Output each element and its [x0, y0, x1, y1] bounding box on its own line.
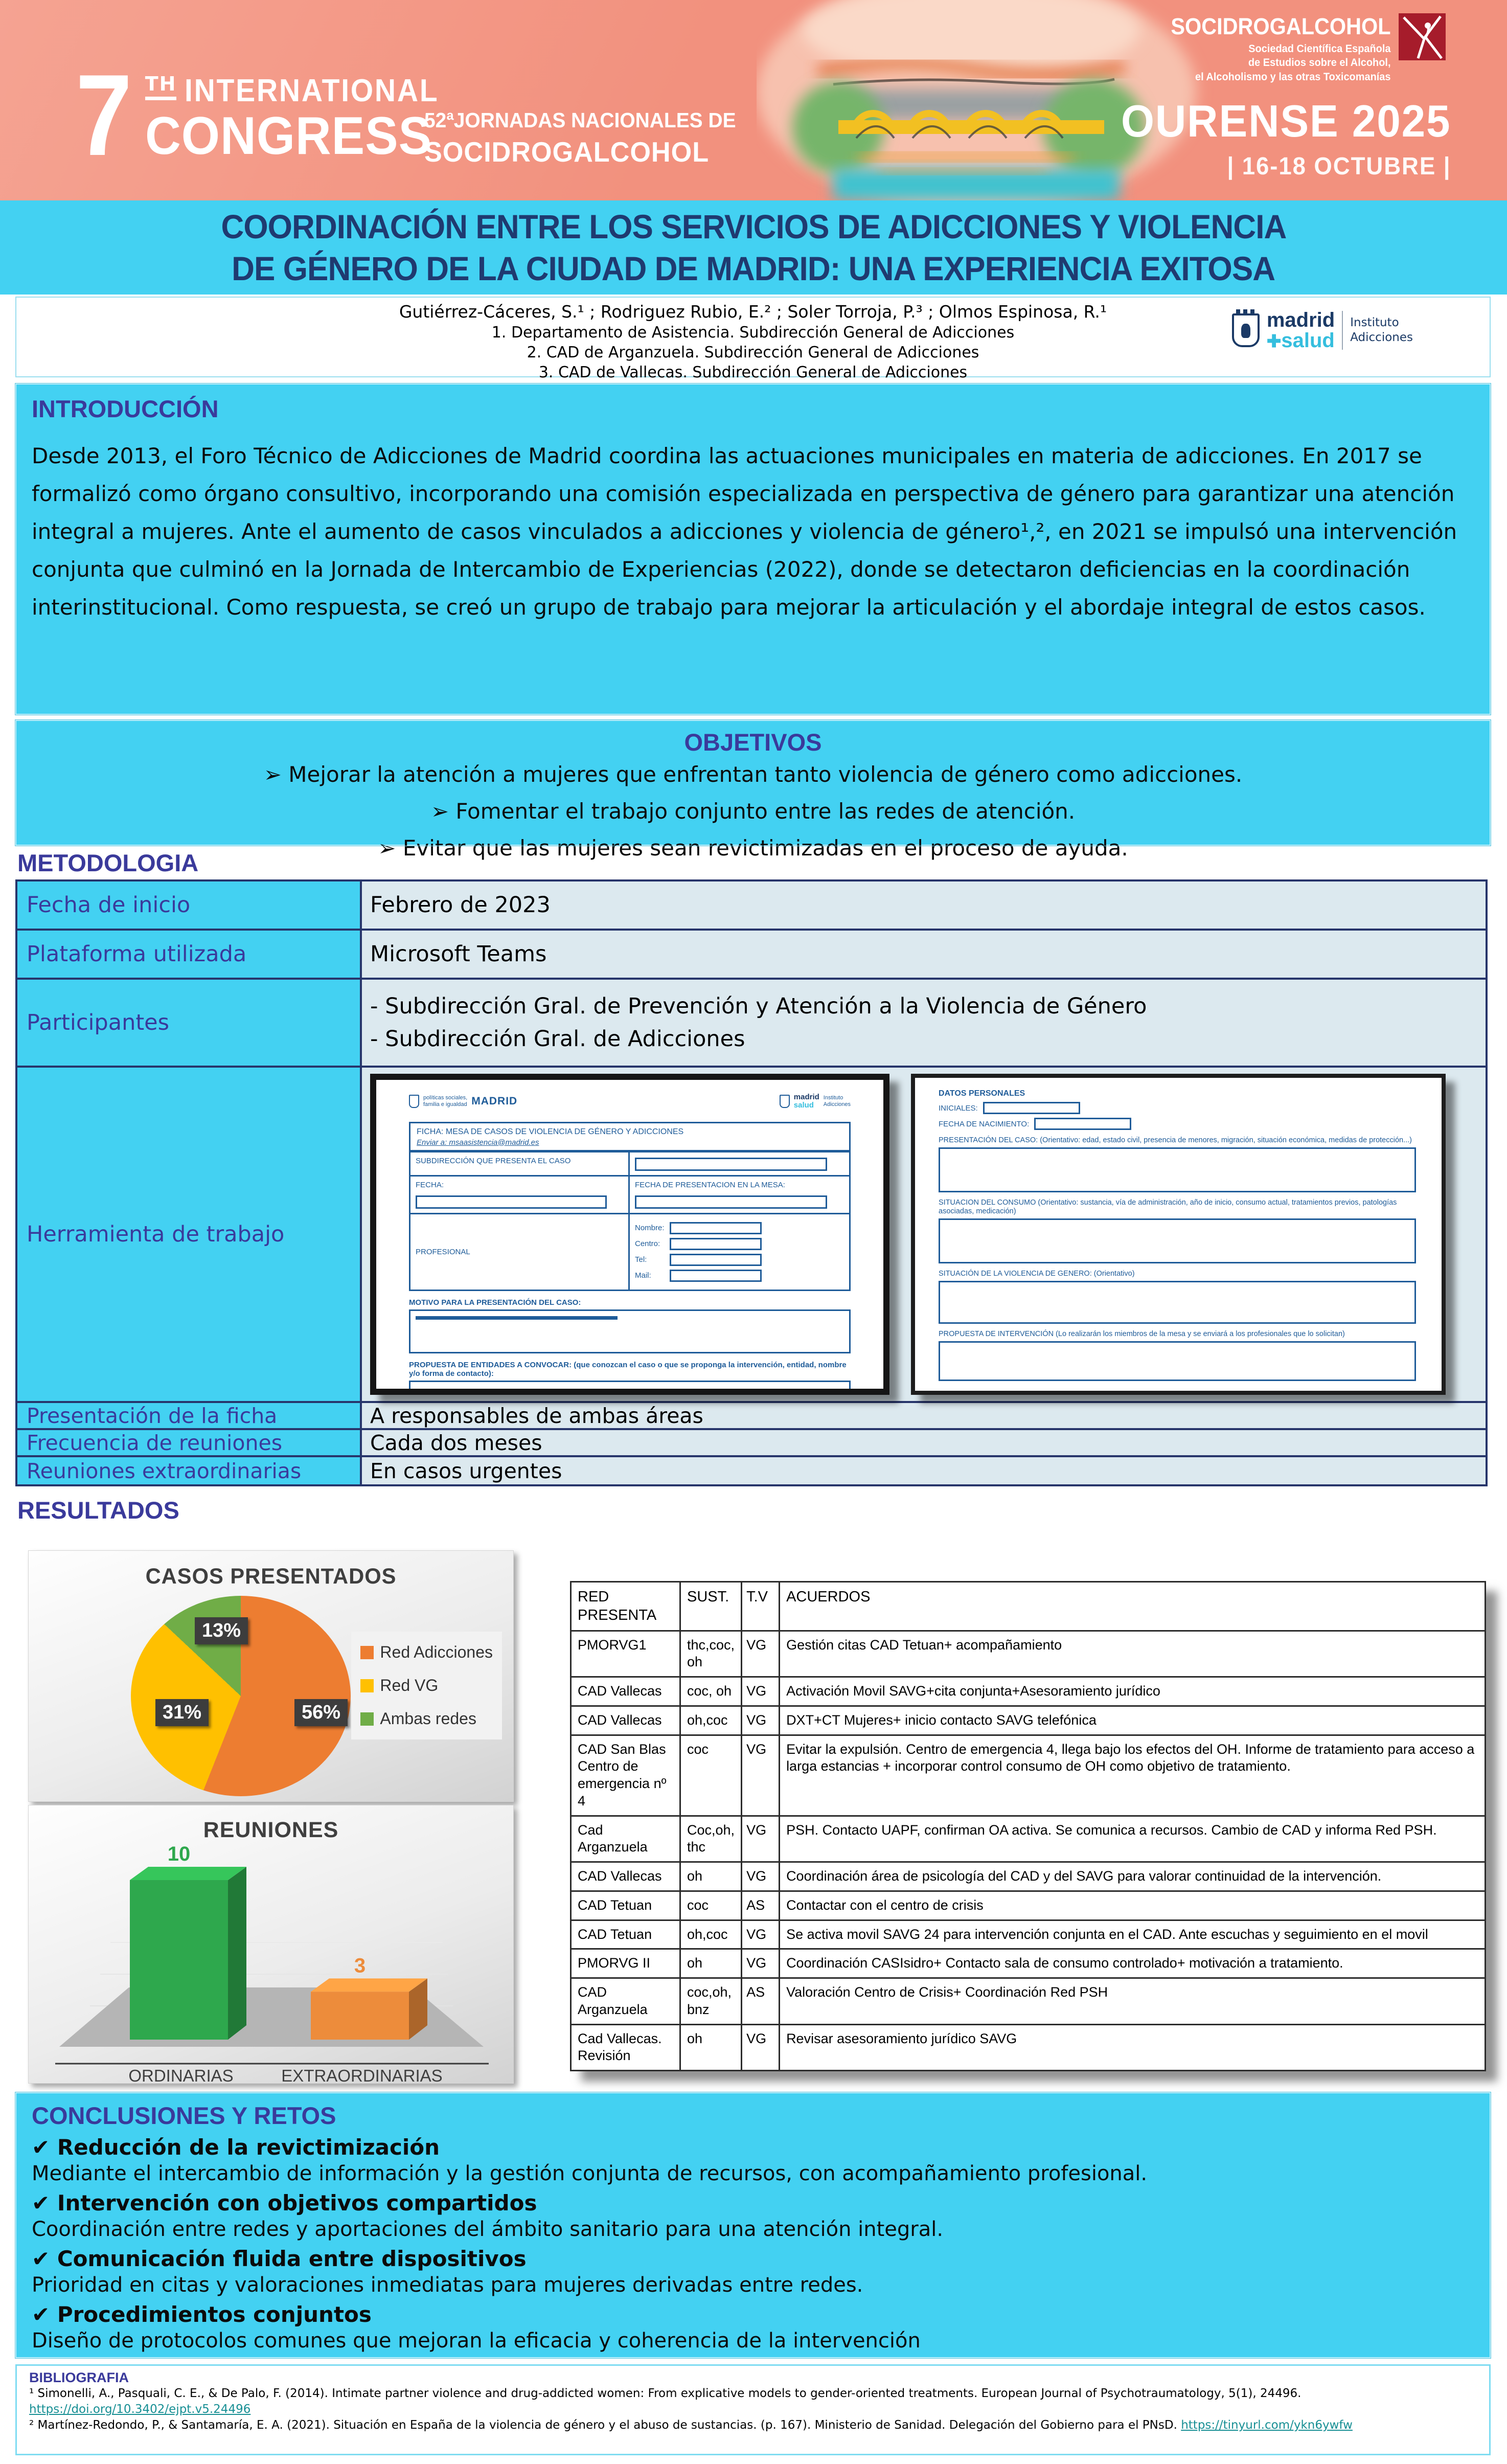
nombre-input: [670, 1222, 762, 1234]
introduccion-text: Desde 2013, el Foro Técnico de Adicciones de Madrid coordina las actuaciones municipales en materia de adicciones. En 2017 se formalizó como órgano consultivo, incorporando una comisión especializada en perspectiva de género para garantizar una atención integral a mujeres. Ante el aumento de casos vinculados a adicciones y violencia de género¹,², en 2021 se impulsó una intervención conjunta que culminó en la Jornada de Intercambio de Experiencias (2022), donde se detectaron deficiencias en la coordinación interinstitucional. Como respuesta, se creó un grupo de trabajo para mejorar la articulación y el abordaje integral de estos casos.: [32, 443, 1457, 620]
table-cell: AS: [742, 1978, 780, 2025]
table-row: [571, 1949, 1486, 1978]
resultados-heading: RESULTADOS: [17, 1497, 179, 1524]
affiliation-line: 3. CAD de Vallecas. Subdirección General de Adicciones: [538, 364, 968, 381]
table-row: [571, 1891, 1486, 1920]
table-cell: CAD Arganzuela: [571, 1978, 680, 2025]
table-cell: Coc,oh, thc: [680, 1816, 742, 1862]
legend-item: [360, 1709, 493, 1728]
table-cell: oh,coc: [680, 1920, 742, 1949]
reference-link[interactable]: https://tinyurl.com/ykn6ywfw: [1181, 2418, 1353, 2432]
table-row: Reuniones extraordinarias En casos urgentes: [17, 1457, 1486, 1484]
authors-box: [15, 297, 1491, 381]
pie-chart-casos-presentados: [28, 1550, 514, 1802]
congress-number: 7: [76, 50, 132, 179]
mail-input: [670, 1270, 762, 1282]
congress-word: CONGRESS: [145, 106, 432, 166]
pie-chart-title: CASOS PRESENTADOS: [145, 1564, 397, 1589]
table-row: [571, 1920, 1486, 1949]
bibliography-reference: [29, 2386, 1477, 2417]
table-cell: VG: [742, 1677, 780, 1706]
table-row: Fecha de inicio Febrero de 2023: [17, 881, 1486, 931]
pie-data-label: 13%: [195, 1617, 248, 1644]
table-row-herramienta: Herramienta de trabajo políticas sociales, familia e igualdad MADRID madrid salud Instituto Adicciones FICHA: MESA DE CASOS DE VIOLENCIA DE GÉNERO Y ADICCIONES Enviar a: msaasistencia@madrid.es SUBDIRECCIÓN QUE PRESENTA EL CASO FECHA: FECHA DE PRESENTACION EN LA MESA: PROFESIONAL Nombre: Centro: Tel: Mail: MOTIVO PARA LA PRESENTACIÓN DEL CASO: PROPUESTA DE ENTIDADES A CONVOCAR: (que conozcan el caso o que se proponga la intervención, entidad, nombre y/o forma de contacto): DATOS PERSONALES INICIALES: FECHA DE NACIMIENTO: PRESENTACIÓN DEL CASO: (Orientativo: edad, estado civil, presencia de menores, migración, situación económica, medidas de protección...) SITUACION DEL CONSUMO (Orientativo: sustancia, vía de administración, año de inicio, consumo actual, tratamientos previos, patologías asociadas, medicación) SITUACIÓN DE LA VIOLENCIA DE GENERO: (Orientativo) PROPUESTA DE INTERVENCIÓN (Lo realizarán los miembros de la mesa y se enviará a los profesionales que lo solicitan): [17, 1068, 1486, 1403]
objetivos-section: [15, 720, 1491, 861]
table-cell: Valoración Centro de Crisis+ Coordinación Red PSH: [780, 1978, 1486, 2025]
congress-logo: [76, 50, 461, 179]
table-row: [571, 1631, 1486, 1677]
madrid-salud-logo: madrid ✚salud Instituto Adicciones: [1232, 310, 1413, 351]
bibliografia-section: [15, 2364, 1491, 2455]
table-row: [571, 1735, 1486, 1816]
table-cell: VG: [742, 1706, 780, 1735]
bar-chart-title: REUNIONES: [203, 1818, 339, 1842]
col-acuerdos: ACUERDOS: [780, 1582, 1486, 1631]
legend-label: Red Adicciones: [380, 1643, 493, 1661]
pie-data-label: 31%: [155, 1699, 209, 1726]
conclusion-title: ✔ Reducción de la revictimización: [32, 2135, 440, 2160]
bar-category-label: EXTRAORDINARIAS: [281, 2066, 443, 2083]
conclusiones-section: [15, 2092, 1491, 2358]
bar-value-label: 10: [167, 1843, 191, 1865]
legend-item: [360, 1676, 493, 1695]
col-red-presenta: RED PRESENTA: [571, 1582, 680, 1631]
objetivos-list: [16, 756, 1490, 867]
conclusion-title: ✔ Comunicación fluida entre dispositivos: [32, 2246, 527, 2271]
socidrogalcohol-logo: SOCIDROGALCOHOL Sociedad Científica Española de Estudios sobre el Alcohol, el Alcoholismo y las otras Toxicomanías: [1152, 13, 1446, 84]
table-cell: thc,coc, oh: [680, 1631, 742, 1677]
legend-label: Red VG: [380, 1676, 439, 1694]
table-cell: Gestión citas CAD Tetuan+ acompañamiento: [780, 1631, 1486, 1677]
violencia-textarea: [939, 1281, 1416, 1324]
col-tv: T.V: [742, 1582, 780, 1631]
conclusion-text: Diseño de protocolos comunes que mejoran la eficacia y coherencia de la intervención: [32, 2329, 921, 2353]
bar-extraordinarias: [311, 1978, 427, 1992]
table-cell: coc: [680, 1891, 742, 1920]
reference-text: ¹ Simonelli, A., Pasquali, C. E., & De Palo, F. (2014). Intimate partner violence and drug-addicted women: From explicative models to gender-oriented treatments. European Journal of Psychotraumatology, 5(1), 24496.: [29, 2387, 1302, 2400]
table-row: Plataforma utilizada Microsoft Teams: [17, 931, 1486, 980]
presentacion-textarea: [939, 1147, 1416, 1192]
table-row: Presentación de la ficha A responsables de ambas áreas: [17, 1403, 1486, 1430]
reference-text: ² Martínez-Redondo, P., & Santamaría, E. A. (2021). Situación en España de la violencia de género y el abuso de sustancias. (p. 167). Ministerio de Sanidad. Delegación del Gobierno para el PNsD.: [29, 2418, 1181, 2432]
table-row: Participantes - Subdirección Gral. de Prevención y Atención a la Violencia de Género - Subdirección Gral. de Adicciones: [17, 980, 1486, 1068]
metodologia-table: [15, 879, 1488, 1486]
nacimiento-input: [1034, 1118, 1131, 1130]
objetivo-item: ➢ Mejorar la atención a mujeres que enfrentan tanto violencia de género como adicciones.: [263, 762, 1243, 787]
table-cell: AS: [742, 1891, 780, 1920]
table-cell: CAD Vallecas: [571, 1706, 680, 1735]
intervencion-textarea: [939, 1341, 1416, 1381]
congress-ordinal: TH: [145, 73, 177, 100]
table-cell: coc,oh, bnz: [680, 1978, 742, 2025]
legend-label: Ambas redes: [380, 1709, 476, 1728]
table-cell: PMORVG1: [571, 1631, 680, 1677]
objetivo-item: ➢ Fomentar el trabajo conjunto entre las redes de atención.: [430, 799, 1076, 824]
propuesta-textarea: [409, 1381, 851, 1395]
bar-chart-reuniones: [28, 1805, 514, 2084]
table-row: Frecuencia de reuniones Cada dos meses: [17, 1430, 1486, 1457]
table-cell: VG: [742, 1862, 780, 1891]
consumo-textarea: [939, 1218, 1416, 1263]
iniciales-input: [983, 1102, 1080, 1114]
table-cell: VG: [742, 1735, 780, 1816]
table-cell: CAD San Blas Centro de emergencia nº 4: [571, 1735, 680, 1816]
introduccion-section: [15, 383, 1491, 715]
title-line-1: COORDINACIÓN ENTRE LOS SERVICIOS DE ADICCIONES Y VIOLENCIA: [221, 208, 1286, 245]
table-cell: PMORVG II: [571, 1949, 680, 1978]
acuerdos-table: [570, 1581, 1486, 2071]
table-cell: oh: [680, 1862, 742, 1891]
bar-extraordinarias: [311, 1992, 409, 2040]
legend-swatch: [360, 1679, 374, 1692]
bar-category-label: ORDINARIAS: [128, 2066, 234, 2083]
conclusion-title: ✔ Procedimientos conjuntos: [32, 2302, 372, 2327]
madrid-shield-icon: [780, 1095, 790, 1108]
conclusiones-list: [32, 2135, 1474, 2353]
table-cell: Cad Vallecas. Revisión: [571, 2024, 680, 2071]
table-cell: oh: [680, 2024, 742, 2071]
logo-divider: [1342, 311, 1343, 350]
affiliation-line: 1. Departamento de Asistencia. Subdirección General de Adicciones: [491, 324, 1015, 342]
fecha-input: [416, 1195, 607, 1209]
table-header-row: [571, 1582, 1486, 1631]
subdireccion-input: [635, 1158, 827, 1171]
table-row: [571, 1978, 1486, 2025]
bibliografia-heading: BIBLIOGRAFIA: [29, 2370, 129, 2385]
legend-swatch: [360, 1646, 374, 1659]
table-cell: Evitar la expulsión. Centro de emergencia 4, llega bajo los efectos del OH. Informe de tratamiento para acceso a larga estancias + incorporar control consumo de OH como objetivo de tratamiento.: [780, 1735, 1486, 1816]
event-location: [1104, 95, 1451, 180]
madrid-shield-icon: [1232, 313, 1260, 347]
salud-cross-icon: ✚: [1266, 332, 1282, 351]
congress-international: INTERNATIONAL: [185, 73, 439, 108]
redacted-text: [416, 1316, 618, 1320]
table-cell: PSH. Contacto UAPF, confirman OA activa. Se comunica a recursos. Cambio de CAD y informa Red PSH.: [780, 1816, 1486, 1862]
metodologia-heading: METODOLOGIA: [17, 849, 199, 876]
location-name: OURENSE 2025: [1121, 96, 1451, 146]
motivo-textarea: [409, 1309, 851, 1353]
table-row: [571, 1816, 1486, 1862]
jornadas-text: 52ªJORNADAS NACIONALES DE SOCIDROGALCOHOL: [424, 108, 736, 168]
conclusion-text: Prioridad en citas y valoraciones inmediatas para mujeres derivadas entre redes.: [32, 2273, 863, 2297]
table-cell: coc, oh: [680, 1677, 742, 1706]
poster-title: [0, 200, 1507, 295]
table-cell: VG: [742, 1949, 780, 1978]
table-row: [571, 1706, 1486, 1735]
author-names: Gutiérrez-Cáceres, S.¹ ; Rodriguez Rubio, E.² ; Soler Torroja, P.³ ; Olmos Espinosa, R.¹: [399, 302, 1107, 322]
pie-legend: [351, 1632, 502, 1739]
table-cell: Activación Movil SAVG+cita conjunta+Asesoramiento jurídico: [780, 1677, 1486, 1706]
objetivos-heading: OBJETIVOS: [684, 729, 822, 756]
table-cell: CAD Vallecas: [571, 1677, 680, 1706]
reference-link[interactable]: https://doi.org/10.3402/ejpt.v5.24496: [29, 2403, 251, 2416]
introduccion-heading: INTRODUCCIÓN: [32, 395, 219, 422]
bar-ordinarias: [130, 1867, 246, 1880]
table-cell: VG: [742, 1816, 780, 1862]
location-dates: | 16-18 OCTUBRE |: [1227, 153, 1451, 180]
table-cell: Se activa movil SAVG 24 para intervención conjunta en el CAD. Ante escuchas y seguimiento en el movil: [780, 1920, 1486, 1949]
madrid-shield-icon: [409, 1095, 419, 1108]
tel-input: [670, 1254, 762, 1266]
table-cell: VG: [742, 1920, 780, 1949]
bar-ordinarias: [228, 1867, 246, 2040]
bar-ordinarias: [130, 1880, 228, 2040]
conclusiones-heading: CONCLUSIONES Y RETOS: [32, 2102, 336, 2129]
conclusion-title: ✔ Intervención con objetivos compartidos: [32, 2190, 537, 2216]
table-cell: coc: [680, 1735, 742, 1816]
table-cell: Contactar con el centro de crisis: [780, 1891, 1486, 1920]
ficha-form-image-2: DATOS PERSONALES INICIALES: FECHA DE NACIMIENTO: PRESENTACIÓN DEL CASO: (Orientativo: edad, estado civil, presencia de menores, migración, situación económica, medidas de protección...) SITUACION DEL CONSUMO (Orientativo: sustancia, vía de administración, año de inicio, consumo actual, tratamientos previos, patologías asociadas, medicación) SITUACIÓN DE LA VIOLENCIA DE GENERO: (Orientativo) PROPUESTA DE INTERVENCIÓN (Lo realizarán los miembros de la mesa y se enviará a los profesionales que lo solicitan): [911, 1074, 1446, 1395]
ficha-form-image-1: políticas sociales, familia e igualdad MADRID madrid salud Instituto Adicciones FICHA: MESA DE CASOS DE VIOLENCIA DE GÉNERO Y ADICCIONES Enviar a: msaasistencia@madrid.es SUBDIRECCIÓN QUE PRESENTA EL CASO FECHA: FECHA DE PRESENTACION EN LA MESA: PROFESIONAL Nombre: Centro: Tel: Mail: MOTIVO PARA LA PRESENTACIÓN DEL CASO: PROPUESTA DE ENTIDADES A CONVOCAR: (que conozcan el caso o que se proponga la intervención, entidad, nombre y/o forma de contacto):: [370, 1074, 889, 1395]
bar-value-label: 3: [354, 1954, 366, 1977]
conclusion-text: Coordinación entre redes y aportaciones del ámbito sanitario para una atención integral.: [32, 2218, 944, 2241]
title-line-2: DE GÉNERO DE LA CIUDAD DE MADRID: UNA EXPERIENCIA EXITOSA: [232, 250, 1275, 287]
conclusion-text: Mediante el intercambio de información y la gestión conjunta de recursos, con acompañamiento profesional.: [32, 2162, 1148, 2185]
table-row: [571, 1677, 1486, 1706]
table-cell: CAD Vallecas: [571, 1862, 680, 1891]
legend-swatch: [360, 1712, 374, 1726]
table-row: [571, 1862, 1486, 1891]
pie-data-label: 56%: [294, 1699, 348, 1726]
table-row: [571, 2024, 1486, 2071]
objetivo-item: ➢ Evitar que las mujeres sean revictimizadas en el proceso de ayuda.: [378, 835, 1128, 861]
table-cell: oh: [680, 1949, 742, 1978]
table-cell: CAD Tetuan: [571, 1920, 680, 1949]
table-cell: VG: [742, 2024, 780, 2071]
table-cell: Cad Arganzuela: [571, 1816, 680, 1862]
table-cell: DXT+CT Mujeres+ inicio contacto SAVG telefónica: [780, 1706, 1486, 1735]
society-emblem-icon: [1399, 13, 1446, 60]
legend-item: [360, 1643, 493, 1662]
table-cell: CAD Tetuan: [571, 1891, 680, 1920]
bibliografia-list: [29, 2386, 1477, 2433]
table-cell: Coordinación CASIsidro+ Contacto sala de consumo controlado+ motivación a tratamiento.: [780, 1949, 1486, 1978]
table-cell: VG: [742, 1631, 780, 1677]
table-cell: Revisar asesoramiento jurídico SAVG: [780, 2024, 1486, 2071]
table-cell: oh,coc: [680, 1706, 742, 1735]
col-sust: SUST.: [680, 1582, 742, 1631]
header-banner: [0, 0, 1507, 200]
centro-input: [670, 1238, 762, 1250]
affiliation-line: 2. CAD de Arganzuela. Subdirección General de Adicciones: [527, 344, 979, 361]
fecha-mesa-input: [635, 1195, 827, 1209]
bibliography-reference: [29, 2417, 1477, 2433]
table-cell: Coordinación área de psicología del CAD y del SAVG para valorar continuidad de la intervención.: [780, 1862, 1486, 1891]
